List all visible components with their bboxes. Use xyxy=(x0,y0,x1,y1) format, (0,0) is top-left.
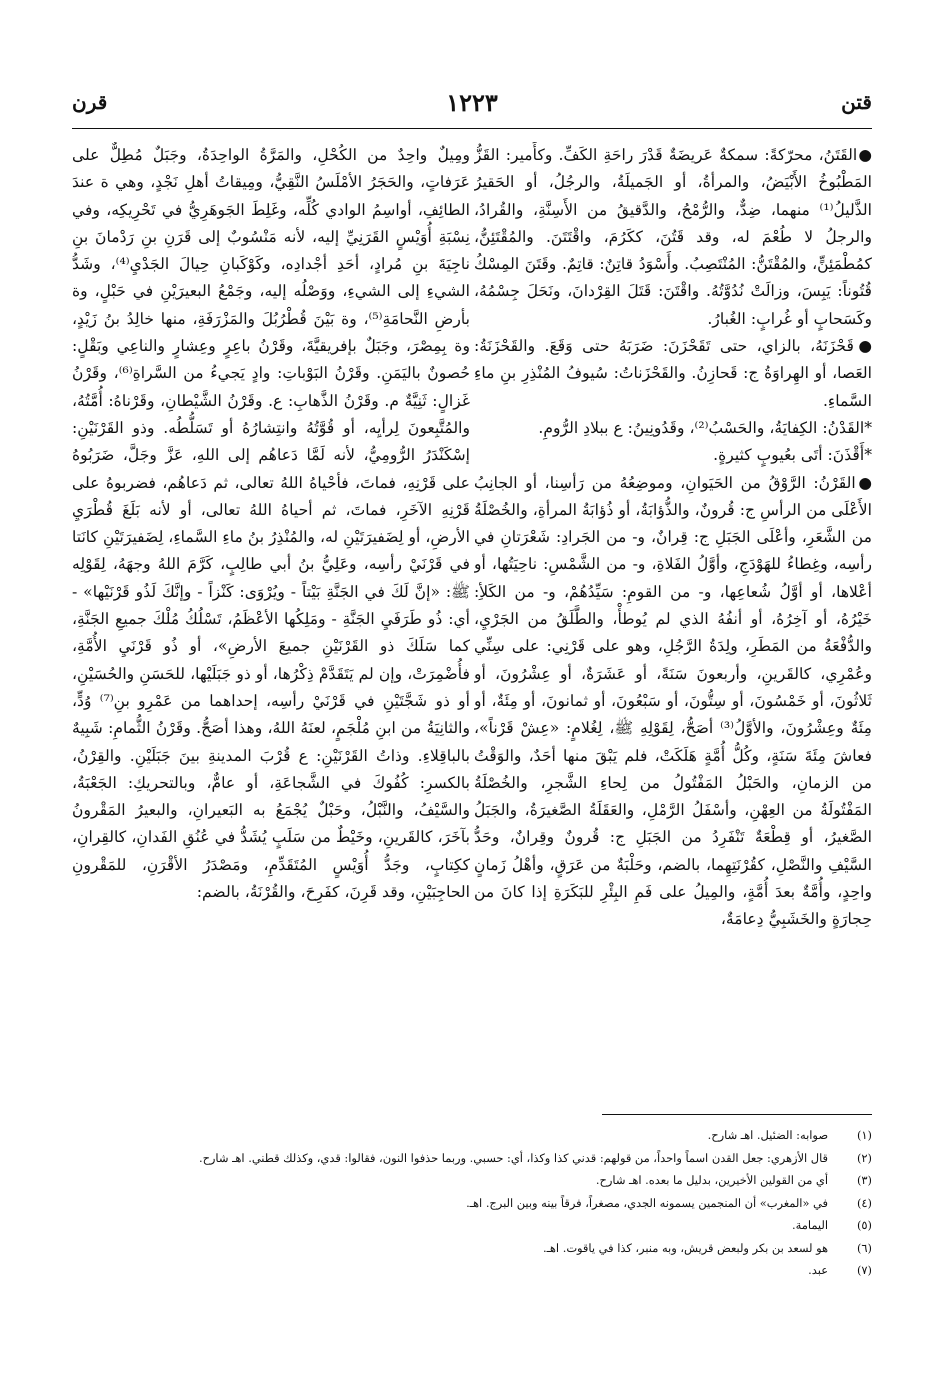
footnote-text: هو لسعد بن بكر ولبعض قريش، وبه منبر، كذا في ياقوت. اهـ. xyxy=(542,1240,828,1255)
footnote-text: صوابه: الضئيل. اهـ شارح. xyxy=(707,1128,828,1142)
footnote-number: (٥) xyxy=(856,1218,872,1232)
footnote-text: أي من القولين الأخيرين، بدليل ما بعده. اهـ شارح. xyxy=(595,1173,828,1187)
page-header xyxy=(72,88,872,128)
left-column xyxy=(72,142,470,1102)
footnote xyxy=(72,1214,872,1237)
entry-qahzana: ●قَحْزَنَهُ، بالزاي، حتى تَقَحْزَنَ: ضَرَبَهُ حتى وَقَعَ. والقَحْزَنَةُ: العَصا، أو الهِراوَةُ ج: قَحازِنُ. والقَحْزَناتُ: سُيوفُ المُنْذِرِ بنِ ماءِ السَّماءِ. xyxy=(474,337,872,410)
footnote xyxy=(72,1192,872,1215)
footnote-number: (٧) xyxy=(856,1263,872,1277)
entry-qatan: ●القَتَنُ، محرّكةً: سمكةٌ عَريضَةٌ قَدْرَ راحَةِ الكَفِّ. وكأَمير: القَزُّ المَطْبُوخُ الأَبْيَضُ، والمرأةُ، أو الجَميلَةُ، والرجُلُ، أو الحَقيرُ الذَّليلُ⁽¹⁾ منهما، ضِدٌّ، والرُّمْحُ، والدَّقيقُ من الأَسِنَّةِ، والقُرادُ، والرجلُ لا طُعْمَ له، وقد قَتُنَ، ككَرُمَ، واقْتَتَنَ. والمُقْتَئِنُّ، كمُطْمَئِنٍّ، والمُقْتَنُّ: المُنْتَصِبُ. وأَسْوَدُ قاتِنٌ: قاتِمٌ. وقَتَنَ المِسْكُ قُتُوناً: يَبِسَ، وزالَتْ نُدُوَّتُهُ. واقْتَنَ: قَتَلَ القِرْدانَ، ونَحَلَ جِسْمُهُ، وكَسَحابٍ أو غُرابٍ: الغُبارُ. xyxy=(474,146,872,328)
entry-qarn: ●القَرْنُ: الرَّوْقُ من الحَيَوانِ، وموضِعُهُ من رَأسِنا، أو الجانِبُ الأَعْلَى من الرأسِ ج: قُرونٌ، والذُّؤابَةُ، أو ذُؤابَةُ المرأةِ، والخُصْلَةُ من الشَّعَرِ، وأعْلَى الجَبَلِ ج: قِرانٌ، و- من الجَرادِ: شَعْرَتانِ في رأسِه، وغِطاءُ للهَوْدَجِ، وأوَّلُ الفَلاةِ، و- من الشَّمْسِ: ناحِيَتُها، أو أعْلاها، أو أوَّلُ شُعاعِها، و- من القومِ: سَيِّدُهُمْ، و- من الكَلأِ: خَيْرُهُ، أو آخِرُهُ، أو أنفُهُ الذي لم يُوطأْ، والطَّلَقُ من الجَرْيِ، والدُّفْعَةُ من المَطَرِ، ولِدَةُ الرَّجُلِ، وهو على قَرْنِي: على سِنِّي وعُمْرِي، كالقَرينِ، وأربعونَ سَنَةً، أو عَشَرَةٌ، أو عِشْرُونَ، أو ثَلاثُونَ، أو خَمْسُونَ، أو سِتُّونَ، أو سَبْعُونَ، أو ثمانونَ، أو مِئَةٌ، أو مِئَةٌ وعِشْرُونَ، والأوَّلُ⁽³⁾ أصَحُّ، لِقَوْلِهِ ﷺ، لِغُلامٍ: «عِشْ قَرْناً»، فعاشَ مِئَةَ سَنَةٍ، وكُلُّ أُمَّةٍ هَلَكَتْ، فلم يَبْقَ منها أحَدٌ، والوَقْتُ من الزمانِ، والحَبْلُ المَفْتُولُ من لِحاءِ الشَّجرِ، والخُصْلَةُ المَفْتُولَةُ من العِهْنِ، وأسْفَلُ الرَّمْلِ، والعَقَلَةُ الصَّغيرَةُ، والجَبَلُ الصَّغيرُ، أو قِطْعَةٌ تَنْفَرِدُ من الجَبَلِ ج: قُرونٌ وقِرانٌ، وحَدُّ السَّيْفِ والنَّصْلِ، كقُرْنَتِهِما، بالضم، وحَلْبَةٌ من عَرَقٍ، وأهْلُ زَمانٍ واحِدٍ، وأُمَّةٌ بعدَ أُمَّةٍ، والمِيلُ على فَمِ البِئْرِ للبَكَرَةِ إذا كانَ من حِجارَةٍ والخَشَبِيُّ دِعامَةٌ، xyxy=(474,473,872,929)
footnotes xyxy=(72,1124,872,1314)
footnote-text: في «المغرب» أن المنجمين يسمونه الجدي، مصغراً، فرقاً بينه وبين البرج. اهـ. xyxy=(466,1195,828,1210)
footnote xyxy=(72,1147,872,1170)
footnote-number: (١) xyxy=(856,1128,872,1142)
footnote-rule xyxy=(602,1114,872,1115)
footnote-text: قال الأزهري: جعل القدن اسماً واحداً، من قولهم: قدني كذا وكذا، أي: حسبي. وربما حذفوا النون، فقالوا: قدي، وكذلك قطني. اهـ شارح. xyxy=(198,1150,828,1165)
footnote-number: (٣) xyxy=(856,1173,872,1187)
footnote xyxy=(72,1169,872,1192)
footnote xyxy=(72,1124,872,1147)
footnote-number: (٤) xyxy=(856,1195,872,1210)
footnote-number: (٦) xyxy=(856,1240,872,1255)
footnote xyxy=(72,1237,872,1260)
header-left-word: قرن xyxy=(72,90,108,114)
page-number: ١٢٢٣ xyxy=(446,88,498,117)
entry-qarn-continued: ومِيلٌ واحِدٌ من الكُحْلِ، والمَرَّةُ الواحِدَةُ، وجَبَلٌ مُطِلٌّ على عَرَفاتٍ، والحَجَرُ الأمْلَسُ النَّقِيُّ، ومِيقاتُ أهلِ نَجْدٍ، وهي ة عندَ الطائِفِ، أواسِمُ الوادي كُلِّه، وغَلِطَ الجَوهَرِيُّ في تَحْرِيكِه، وفي نِسْبَةِ أُوَيْسٍ القَرَنِيِّ إليه، لأنه مَنْسُوبٌ إلى قَرَنِ بنِ رَدْمانَ بنِ ناجِيَةَ بنِ مُرادٍ، أحَدِ أجْدادِه، وكَوْكَبانِ حِيالَ الجَدْيِ⁽⁴⁾، وشَدُّ الشيءِ إلى الشيءِ، ووَصْلُه إليه، وجَمْعُ البعيرَيْنِ في حَبْلٍ، وة بأرضِ النَّحامَةِ⁽⁵⁾، وة بَيْنَ قُطْرُبُلَ والمَزْرَفَةِ، منها خالِدُ بنُ زَيْدٍ، وة بِمِصْرَ، وجَبَلٌ بإفريقيَّةَ، وقَرْنُ باعِرٍ وعِشارٍ والناعِي وبَقْلٍ: حُصونٌ باليَمَنِ. وقَرْنُ البَوْباتِ: وادٍ يَجيءُ من السَّراةِ⁽⁶⁾، وقَرْنُ غَزالٍ: ثَنِيَّةٌ م. وقَرْنُ الذَّهابِ: ع. وقَرْنُ الشَّيْطانِ، وقَرْناهُ: أُمَّتُهُ، والمُتَّبِعونَ لِرأيِه، أو قُوَّتُهُ وانتِشارُهُ أو تَسَلُّطُه. وذو القَرْنَيْنِ: إسْكَنْدَرُ الرُّومِيُّ، لأنه لَمَّا دَعاهُم إلى اللهِ، عَزَّ وجَلَّ، ضَرَبُوهُ على قَرْنِهِ، فماتَ، فأحْياهُ اللهُ تعالى، ثم دَعاهُم، فضربوهُ على قَرْنِهِ الآخَرِ، فماتَ، ثم أحياهُ اللهُ تعالى، أو لأنه بَلَغَ قُطْرَيِ الأرضِ، أو لِضَفيرَتَيْنِ له، والمُنْذِرُ بنُ ماءِ السَّماءِ، لِضَفيرَتَيْنِ كانَتا في قَرْنَيْ رأسِه، وعَلِيُّ بنُ أبي طالِبٍ، كَرَّمَ اللهُ وجهَهُ، لِقَوْلِه ﷺ: «إنَّ لَكَ في الجَنَّةِ بَيْتاً - ويُرْوَى: كَنْزاً - وإنَّكَ لَذُو قَرْنَيْها» - أي: ذُو طَرَفَيِ الجَنَّةِ - ومَلِكُها الأعْظَمُ، تَسْلُكُ مُلْكَ جميعِ الجَنَّةِ، كما سَلَكَ ذو القَرْنَيْنِ جميعَ الأرضِ»، أو ذُو قَرْنَيِ الأُمَّةِ، فأُضْمِرَتْ، وإن لم يَتَقَدَّمْ ذِكْرُها، أو ذو جَبَلَيْها، للحَسَنِ والحُسَيْنِ، أو ذو شَجَّتَيْنِ في قَرْنَيْ رأسِه، إحداهما من عَمْرِو بنِ⁽⁷⁾ وُدٍّ، والثانِيَةُ من ابنِ مُلْجَمٍ، لعنَهُ اللهُ، وهذا أصَحُّ. وقَرْنُ الثُّمامِ: شَبِيهٌ بالباقِلاءِ. وذاتُ القَرْنَيْنِ: ع قُرْبَ المدينةِ بينَ جَبَلَيْنِ. والقِرْنُ، بالكسرِ: كُفُوكَ في الشَّجاعَةِ، أو عامٌّ، وبالتحريكِ: الجَعْبَةُ، والسَّيْفُ، والنَّبْلُ، وحَبْلٌ يُجْمَعُ به البَعيرانِ، والبعيرُ المَقْرونُ بآخَرَ، كالقَرينِ، وخَيْطٌ من سَلَبٍ يُشَدُّ في عُنُقِ الفَدانِ، كالقِرانِ، ككِتابٍ، وجَدُّ أُوَيْسٍ المُتَقَدِّمِ، ومَصْدَرُ الأقْرَنِ، للمَقْرونِ الحاجِبَيْنِ، وقد قَرِنَ، كفَرِحَ، والقُرْنَةُ، بالضم: xyxy=(72,146,470,902)
right-column xyxy=(474,142,872,1102)
header-right-word: قتن xyxy=(841,90,872,114)
header-rule xyxy=(72,128,872,129)
entry-aqdhana: *أَقْذَنَ: أتَى بعُيوبٍ كثيرةٍ. xyxy=(713,446,872,465)
entry-qadn: *القَدْنُ: الكِفايَةُ، والحَسْبُ⁽²⁾، وقَدُونِينُ: ع ببلادِ الرُّومِ. xyxy=(538,418,872,437)
footnote-text: عبد. xyxy=(808,1263,828,1277)
footnote-number: (٢) xyxy=(856,1150,872,1165)
footnote xyxy=(72,1259,872,1282)
footnote-text: اليمامة. xyxy=(792,1218,828,1232)
